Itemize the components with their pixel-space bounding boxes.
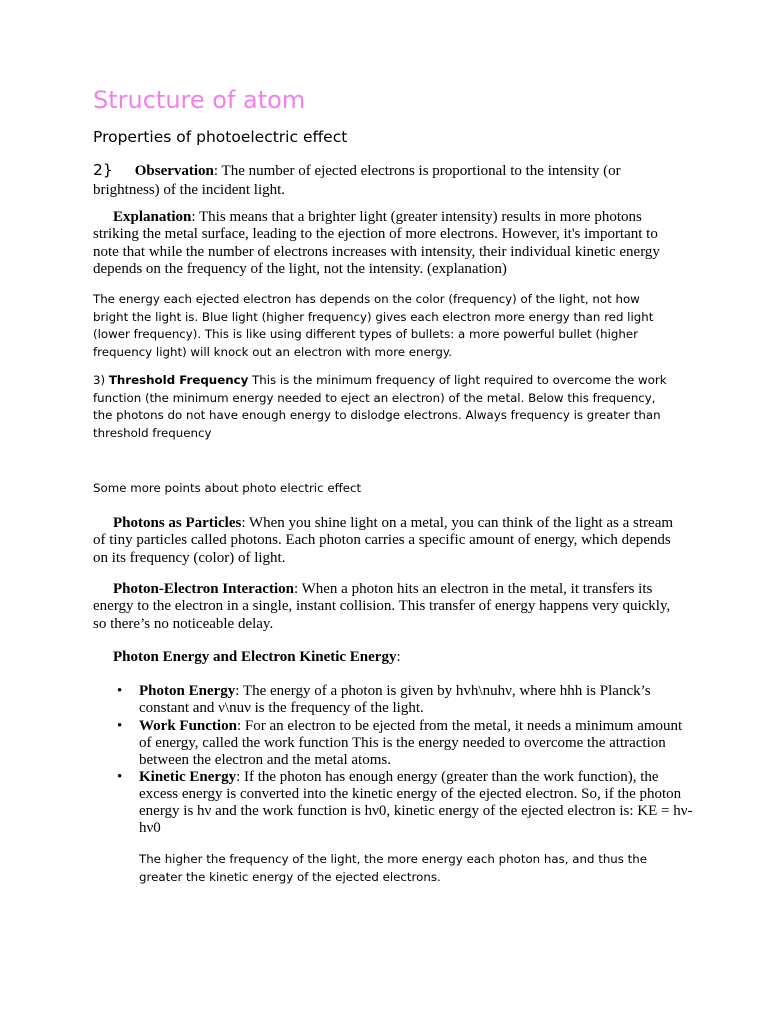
- observation-label: Observation: [134, 163, 214, 179]
- bullet-icon: •: [117, 683, 123, 699]
- list-item: [93, 769, 693, 837]
- point-number-2: 2}: [93, 161, 113, 179]
- closing-note-paragraph: [139, 851, 659, 886]
- page-subtitle: Properties of photoelectric effect: [93, 128, 348, 146]
- threshold-text: This is the minimum frequency of light required to overcome the work function (the minimum energy needed to eject an electron) of the metal. Below this frequency, the photons do not have enough energy to dislodge electrons. Always frequency is greater than threshold frequency: [93, 373, 667, 440]
- threshold-label: Threshold Frequency: [108, 373, 249, 387]
- kinetic-energy-label: Kinetic Energy: [139, 769, 237, 785]
- list-item: [93, 718, 693, 769]
- bullet-icon: •: [117, 717, 123, 734]
- energy-bullet-list: [93, 683, 693, 838]
- photons-paragraph: [93, 515, 683, 567]
- bullet-icon: •: [117, 769, 123, 785]
- threshold-paragraph: [93, 372, 673, 442]
- energy-note-paragraph: [93, 291, 673, 361]
- list-item: [93, 683, 693, 717]
- work-function-text: : For an electron to be ejected from the metal, it needs a minimum amount of energy, called the work function This is the energy needed to overcome the attraction between the electron and the metal atoms.: [139, 717, 683, 768]
- kinetic-energy-text: : If the photon has enough energy (greater than the work function), the excess energy is converted into the kinetic energy of the ejected electron. So, if the photon energy is hν and the work function is hν0, kinetic energy of the ejected electron is: KE = hν-hν0: [139, 769, 693, 836]
- photon-energy-text: : The energy of a photon is given by hvh\nuhν, where hhh is Planck’s constant and ν\nuν is the frequency of the light.: [139, 683, 651, 716]
- interaction-text: : When a photon hits an electron in the metal, it transfers its energy to the electron in a single, instant collision. This transfer of energy happens very quickly, so there’s no noticeable delay.: [93, 581, 671, 632]
- energy-heading: [93, 649, 683, 666]
- observation-text: : The number of ejected electrons is proportional to the intensity (or brightness) of the incident light.: [93, 163, 621, 198]
- more-points-heading: Some more points about photo electric effect: [93, 481, 362, 495]
- energy-heading-label: Photon Energy and Electron Kinetic Energy: [113, 649, 397, 665]
- interaction-label: Photon-Electron Interaction: [113, 581, 294, 597]
- work-function-label: Work Function: [139, 717, 237, 734]
- explanation-label: Explanation: [113, 209, 192, 225]
- photons-label: Photons as Particles: [113, 515, 242, 531]
- energy-note-text: The energy each ejected electron has depends on the color (frequency) of the light, not how bright the light is. Blue light (higher frequency) gives each electron more energy than red light (lower frequency). This is like using different types of bullets: a more powerful bullet (higher frequency light) will knock out an electron with more energy.: [93, 292, 654, 359]
- photons-text: : When you shine light on a metal, you can think of the light as a stream of tiny particles called photons. Each photon carries a specific amount of energy, which depends on its frequency (color) of light.: [93, 515, 674, 566]
- page-title: Structure of atom: [93, 86, 306, 114]
- interaction-paragraph: [93, 581, 683, 633]
- explanation-paragraph: [93, 209, 683, 278]
- closing-note-text: The higher the frequency of the light, the more energy each photon has, and thus the greater the kinetic energy of the ejected electrons.: [139, 852, 648, 884]
- observation-paragraph: [93, 161, 683, 199]
- point-number-3: 3): [93, 373, 109, 387]
- explanation-text: : This means that a brighter light (greater intensity) results in more photons striking the metal surface, leading to the ejection of more electrons. However, it's important to note that while the number of electrons increases with intensity, their individual kinetic energy depends on the frequency of the light, not the intensity. (explanation): [93, 209, 660, 277]
- photon-energy-label: Photon Energy: [139, 683, 236, 699]
- energy-heading-colon: :: [396, 649, 401, 665]
